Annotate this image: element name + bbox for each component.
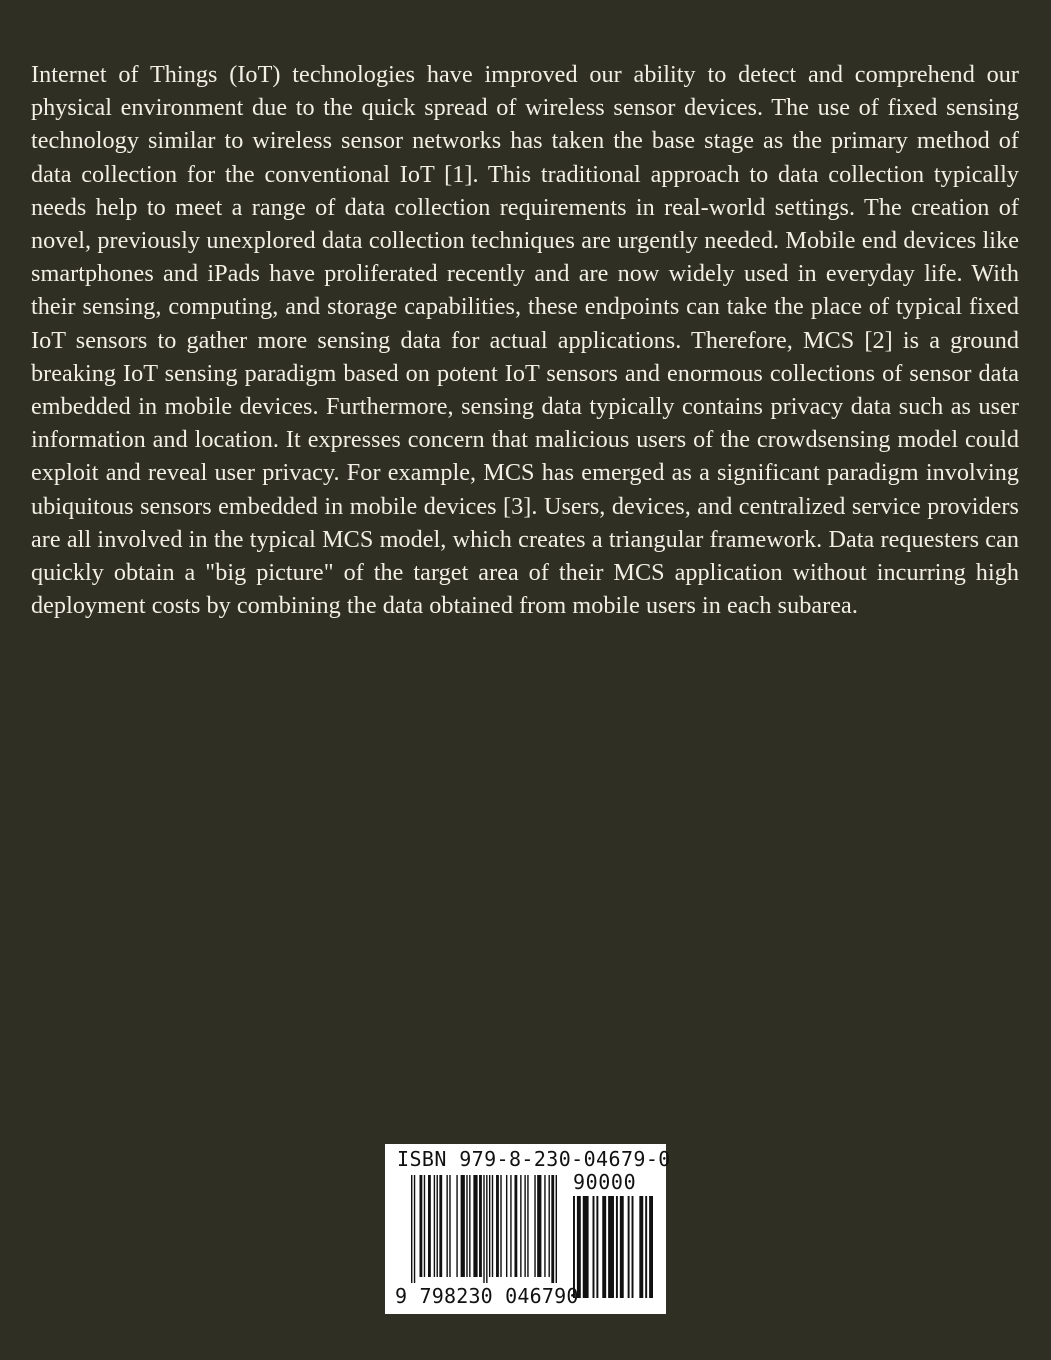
barcode-bar — [544, 1175, 545, 1277]
barcode-bar — [620, 1196, 624, 1298]
addon-barcode-bars — [573, 1196, 653, 1304]
barcode-bar — [534, 1175, 535, 1277]
barcode-bar — [446, 1175, 447, 1277]
barcode-bar — [492, 1175, 493, 1277]
barcode-bar — [411, 1175, 412, 1283]
barcode-bar — [524, 1175, 525, 1277]
blurb-text: Internet of Things (IoT) technologies have improved our ability to detect and comprehend our physical environment due to the quick spread of wireless sensor devices. The use of fixed sensing technology similar to wireless sensor networks has taken the base stage as the primary method of data collection for the conventional IoT [1]. This traditional approach to data collection typically needs help to meet a range of data collection requirements in real-world settings. The creation of novel, previously unexplored data collection techniques are urgently needed. Mobile end devices like smartphones and iPads have proliferated recently and are now widely used in everyday life. With their sensing, computing, and storage capabilities, these endpoints can take the place of typical fixed IoT sensors to gather more sensing data for actual applications. Therefore, MCS [2] is a ground breaking IoT sensing paradigm based on potent IoT sensors and enormous collections of sensor data embedded in mobile devices. Furthermore, sensing data typically contains privacy data such as user information and location. It expresses concern that malicious users of the crowdsensing model could exploit and reveal user privacy. For example, MCS has emerged as a significant paradigm involving ubiquitous sensors embedded in mobile devices [3]. Users, devices, and centralized service providers are all involved in the typical MCS model, which creates a triangular framework. Data requesters can quickly obtain a "big picture" of the target area of their MCS application without incurring high deployment costs by combining the data obtained from mobile users in each subarea. — [31, 61, 1019, 620]
barcode-bar — [428, 1175, 431, 1277]
barcode-bar — [506, 1175, 507, 1277]
barcode-bar — [616, 1196, 618, 1298]
barcode-bar — [556, 1175, 557, 1283]
barcode-bar — [632, 1196, 634, 1298]
barcode-bar — [437, 1175, 438, 1277]
barcode-bar — [479, 1175, 482, 1277]
barcode-bar — [473, 1175, 477, 1277]
isbn-label: ISBN 979-8-230-04679-0 — [397, 1147, 671, 1171]
barcode-bar — [577, 1196, 581, 1298]
barcode-bar — [583, 1196, 589, 1298]
barcode-bar — [602, 1196, 606, 1298]
barcode-bar — [489, 1175, 490, 1277]
barcode-bar — [414, 1175, 415, 1283]
barcode-bar — [456, 1175, 457, 1277]
barcode-bar — [439, 1175, 442, 1277]
barcode-bar — [496, 1175, 499, 1277]
barcode-bar — [486, 1175, 487, 1283]
barcode-bar — [551, 1175, 554, 1283]
barcode-bar — [424, 1175, 425, 1277]
barcode-bar — [649, 1196, 653, 1298]
barcode-bar — [461, 1175, 465, 1277]
barcode-bar — [434, 1175, 435, 1277]
barcode-bar — [466, 1175, 467, 1277]
barcode-bar — [483, 1175, 484, 1283]
barcode-bar — [469, 1175, 470, 1277]
barcode-bar — [527, 1175, 528, 1277]
barcode-bar — [628, 1196, 630, 1298]
isbn-barcode — [385, 1144, 671, 1314]
barcode-bar — [537, 1175, 541, 1277]
barcode-bar — [593, 1196, 595, 1298]
barcode-bar — [596, 1196, 598, 1298]
price-code: 90000 — [573, 1170, 637, 1194]
barcode-bar — [645, 1196, 647, 1298]
barcode-bar — [500, 1175, 501, 1277]
ean-digits: 9 798230 046790 — [395, 1284, 579, 1308]
barcode-bar — [548, 1175, 549, 1277]
barcode-bar — [449, 1175, 450, 1277]
barcode-bar — [420, 1175, 423, 1277]
barcode-bar — [639, 1196, 643, 1298]
barcode-bar — [608, 1196, 614, 1298]
barcode-bar — [573, 1196, 575, 1298]
barcode-bar — [514, 1175, 517, 1277]
barcode-bar — [510, 1175, 511, 1277]
ean-barcode-bars — [411, 1175, 557, 1283]
barcode-bar — [520, 1175, 521, 1277]
